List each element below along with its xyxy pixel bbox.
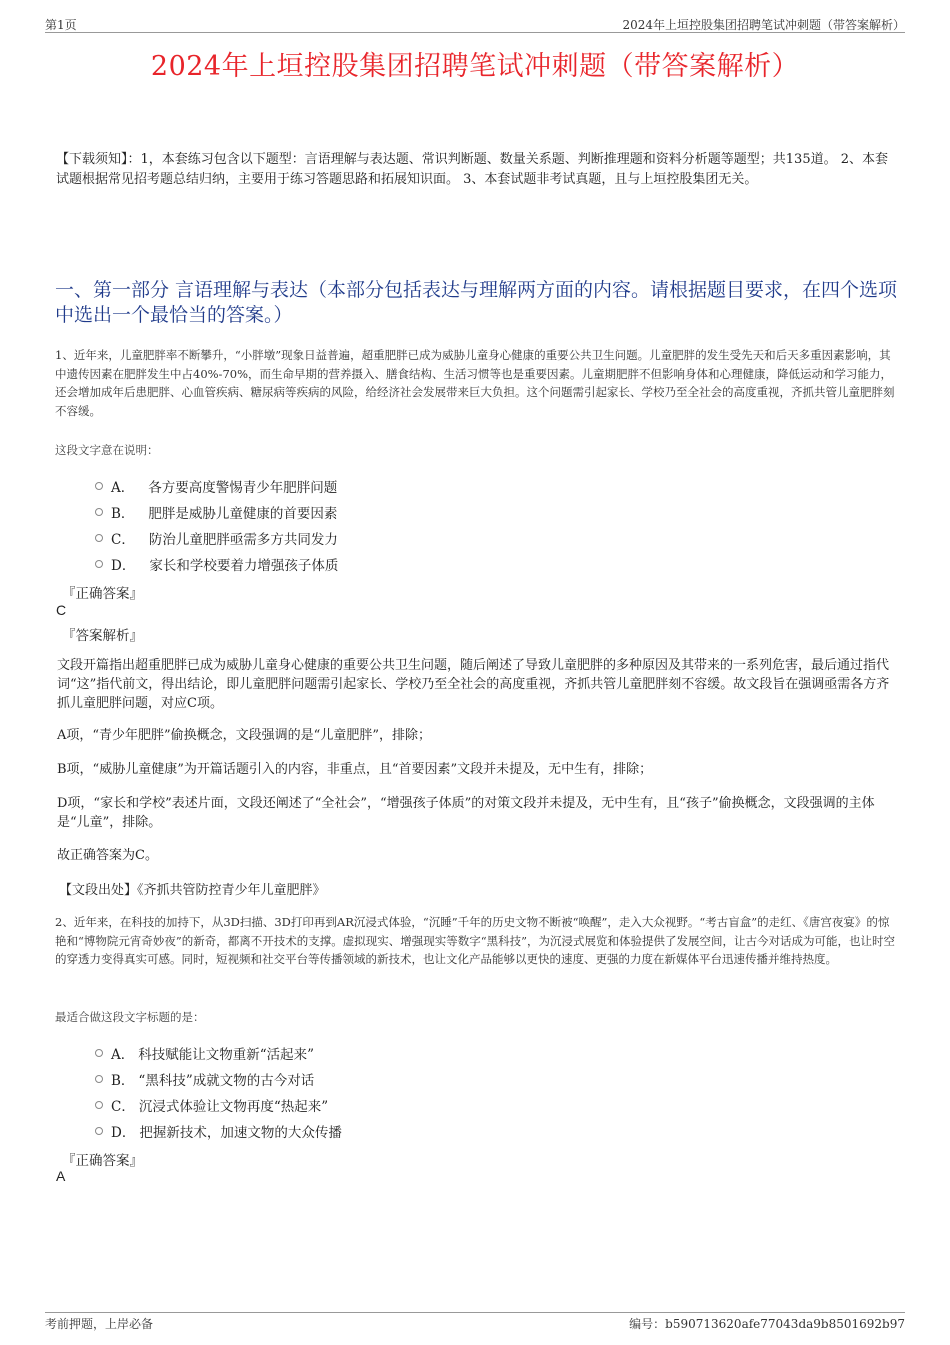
download-notice: 【下载须知】：1，本套练习包含以下题型：言语理解与表达题、常识判断题、数量关系题、判断推理题和资料分析题等题型；共135道。 2、本套试题根据常见招考题总结归纳，主要用于练习答题思路和拓展知识面。 3、本套试题非考试真题，且与上垣控股集团无关。 [56, 152, 888, 187]
q1-analysis-p3: B项，“威胁儿童健康”为开篇话题引入的内容，非重点，且“首要因素”文段并未提及，无中生有，排除； [57, 762, 653, 777]
radio-icon[interactable] [95, 534, 103, 542]
q1-option-b[interactable]: B． 肥胖是威胁儿童健康的首要因素 [95, 499, 338, 525]
q1-option-c[interactable]: C． 防治儿童肥胖亟需多方共同发力 [95, 525, 338, 551]
q2-option-a[interactable]: A． 科技赋能让文物重新“活起来” [95, 1040, 342, 1066]
q1-analysis-p4: D项，“家长和学校”表述片面，文段还阐述了“全社会”，“增强孩子体质”的对策文段并未提及，无中生有，且“孩子”偷换概念，文段强调的主体是“儿童”，排除。 [57, 796, 875, 830]
radio-icon[interactable] [95, 1049, 103, 1057]
q1-source: 【文段出处】《齐抓共管防控青少年儿童肥胖》 [59, 883, 326, 898]
q1-analysis-p2: A项，“青少年肥胖”偷换概念，文段强调的是“儿童肥胖”，排除； [57, 728, 431, 743]
page-header [45, 14, 905, 33]
radio-icon[interactable] [95, 508, 103, 516]
radio-icon[interactable] [95, 1075, 103, 1083]
q1-analysis-label: 『答案解析』 [62, 628, 143, 644]
radio-icon[interactable] [95, 482, 103, 490]
q1-option-a[interactable]: A． 各方要高度警惕青少年肥胖问题 [95, 473, 338, 499]
q1-option-d[interactable]: D． 家长和学校要着力增强孩子体质 [95, 551, 338, 577]
q2-option-b[interactable]: B． “黑科技”成就文物的古今对话 [95, 1066, 342, 1092]
radio-icon[interactable] [95, 1101, 103, 1109]
document-title: 2024年上垣控股集团招聘笔试冲刺题（带答案解析） [150, 51, 800, 82]
q1-answer: C [56, 602, 67, 618]
page-number: 第1页 [45, 18, 77, 32]
q2-passage: 2、近年来，在科技的加持下，从3D扫描、3D打印再到AR沉浸式体验，“沉睡”千年的历史文物不断被“唤醒”，走入大众视野。“考古盲盒”的走红、《唐宫夜宴》的惊艳和“博物院元宵奇妙夜”的新奇，都离不开技术的支撑。虚拟现实、增强现实等数字“黑科技”，为沉浸式展览和体验提供了发展空间，让古今对话成为可能，也让时空的穿透力变得真实可感。同时，短视频和社交平台等传播领域的新技术，也让文化产品能够以更快的速度、更强的力度在新媒体平台迅速传播并维持热度。 [55, 915, 896, 966]
q1-answer-label: 『正确答案』 [62, 586, 143, 602]
footer-slogan: 考前押题，上岸必备 [45, 1317, 154, 1331]
q2-answer: A [56, 1168, 66, 1184]
q2-option-c[interactable]: C． 沉浸式体验让文物再度“热起来” [95, 1092, 342, 1118]
q2-option-d[interactable]: D． 把握新技术，加速文物的大众传播 [95, 1118, 342, 1144]
q2-question: 最适合做这段文字标题的是： [55, 1010, 205, 1024]
q1-options [95, 473, 338, 577]
radio-icon[interactable] [95, 1127, 103, 1135]
q1-question: 这段文字意在说明： [55, 443, 159, 457]
q1-analysis-p5: 故正确答案为C。 [57, 848, 158, 863]
section-heading: 一、第一部分 言语理解与表达（本部分包括表达与理解两方面的内容。请根据题目要求，在四个选项中选出一个最恰当的答案。） [55, 279, 898, 326]
q2-options [95, 1040, 342, 1144]
q1-analysis-p1: 文段开篇指出超重肥胖已成为威胁儿童身心健康的重要公共卫生问题，随后阐述了导致儿童肥胖的多种原因及其带来的一系列危害，最后通过指代词“这”指代前文，得出结论，即儿童肥胖问题需引起家长、学校乃至全社会的高度重视，齐抓共管儿童肥胖刻不容缓。故文段旨在强调亟需各方齐抓儿童肥胖问题，对应C项。 [57, 658, 890, 711]
q2-answer-label: 『正确答案』 [62, 1153, 143, 1169]
header-doc-title: 2024年上垣控股集团招聘笔试冲刺题（带答案解析） [622, 18, 905, 32]
footer-doc-id: 编号：b590713620afe77043da9b8501692b97 [629, 1317, 905, 1331]
q1-passage: 1、近年来，儿童肥胖率不断攀升，“小胖墩”现象日益普遍，超重肥胖已成为威胁儿童身心健康的重要公共卫生问题。儿童肥胖的发生受先天和后天多重因素影响，其中遗传因素在肥胖发生中占40%-70%，而生命早期的营养摄入、膳食结构、生活习惯等也是重要因素。儿童期肥胖不但影响身体和心理健康，降低运动和学习能力，还会增加成年后患肥胖、心血管疾病、糖尿病等疾病的风险，给经济社会发展带来巨大负担。这个问题需引起家长、学校乃至全社会的高度重视，齐抓共管儿童肥胖刻不容缓。 [55, 348, 895, 418]
radio-icon[interactable] [95, 560, 103, 568]
page-footer [45, 1312, 905, 1331]
